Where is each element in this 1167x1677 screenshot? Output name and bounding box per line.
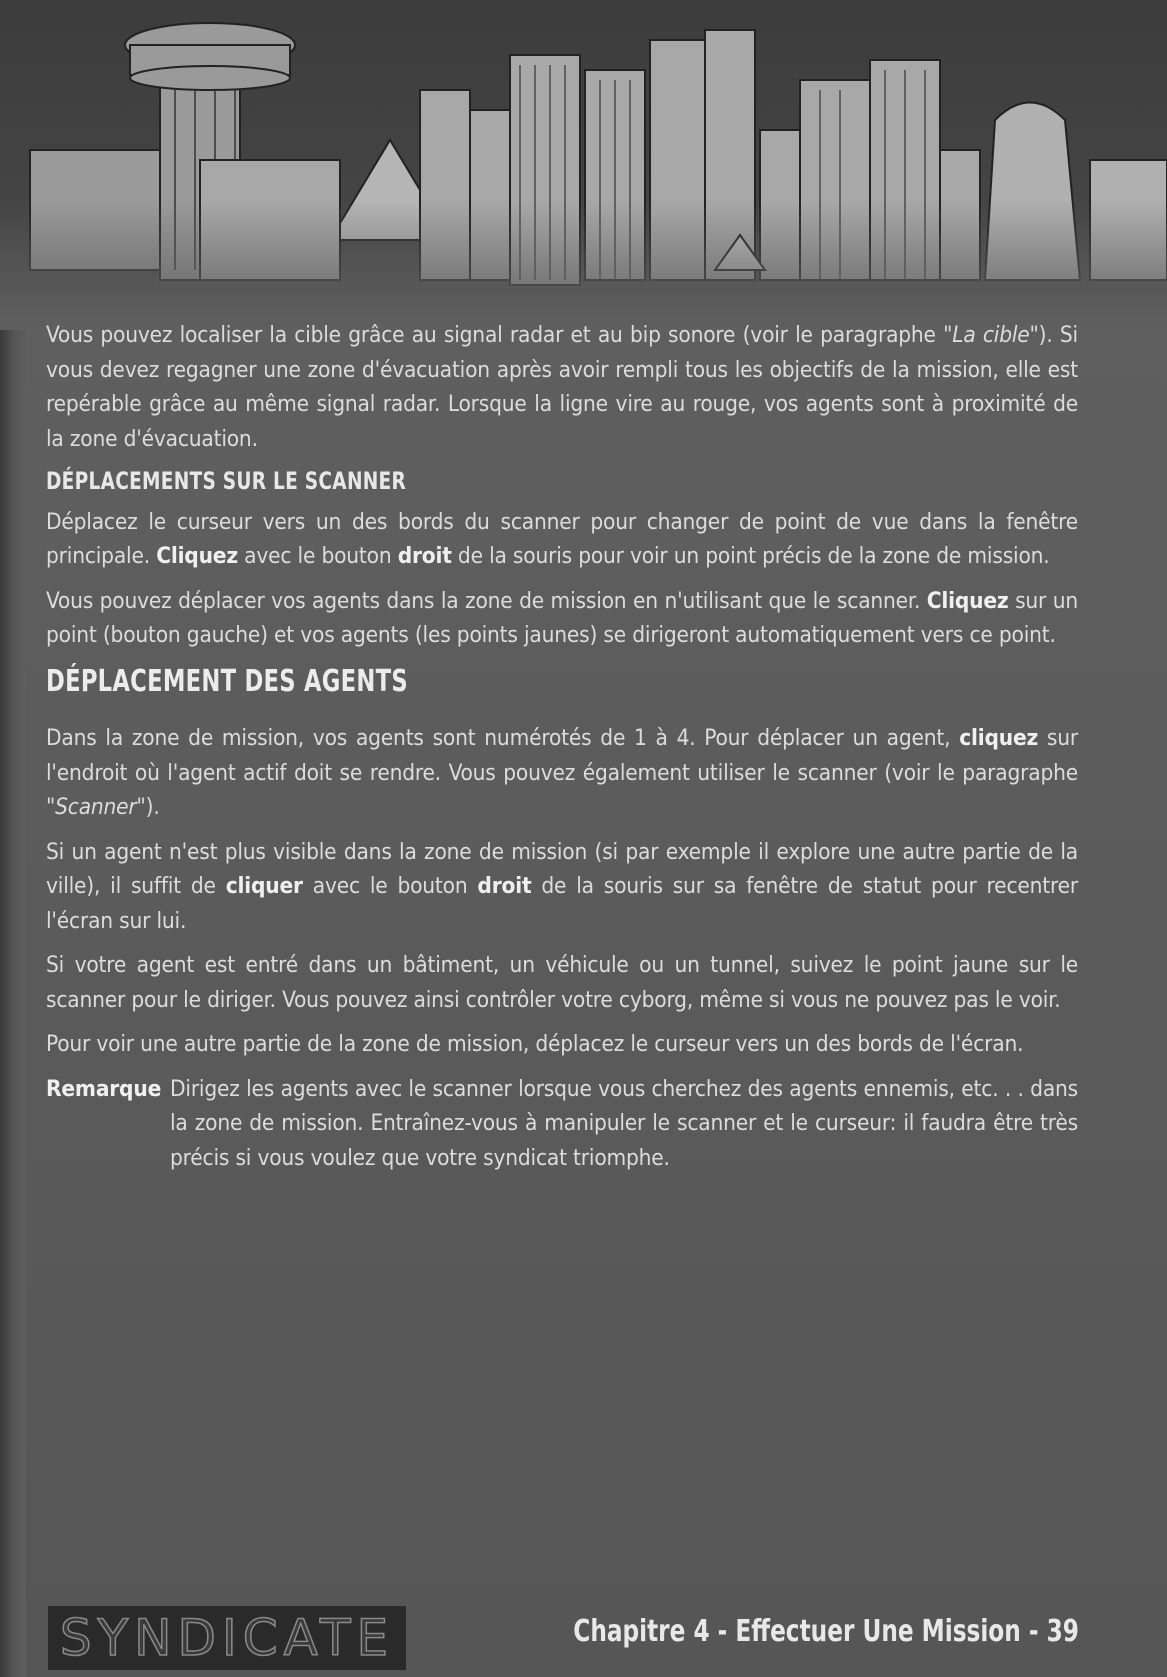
agents-paragraph-1 xyxy=(46,721,1078,825)
reference-link-text: Scanner xyxy=(55,794,137,820)
agents-paragraph-4: Pour voir une autre partie de la zone de mission, déplacez le curseur vers un des bords de l'écran. xyxy=(46,1031,1024,1057)
text: sur l'endroit où l'agent actif doit se rendre. Vous pouvez également utiliser le scanner (voir le paragraphe " xyxy=(46,725,1078,820)
logo-text: SYNDICATE xyxy=(59,1609,395,1667)
syndicate-logo xyxy=(48,1606,406,1670)
section-heading-scanner: DÉPLACEMENTS SUR LE SCANNER xyxy=(46,467,407,495)
keyword: cliquez xyxy=(959,725,1039,751)
reference-link-text: La cible xyxy=(952,322,1030,348)
text: de la souris sur sa fenêtre de statut pour recentrer l'écran sur lui. xyxy=(46,873,1078,934)
keyword: Cliquez xyxy=(156,543,238,569)
text: de la souris pour voir un point précis de la zone de mission. xyxy=(451,543,1050,569)
text: Vous pouvez localiser la cible grâce au signal radar et au bip sonore (voir le paragraphe " xyxy=(46,322,953,348)
text: avec le bouton xyxy=(237,543,398,569)
agents-paragraph-3: Si votre agent est entré dans un bâtiment, un véhicule ou un tunnel, suivez le point jaune sur le scanner pour le diriger. Vous pouvez ainsi contrôler votre cyborg, même si vous ne pouvez pas le voir. xyxy=(46,952,1078,1013)
text: avec le bouton xyxy=(302,873,478,899)
keyword: cliquer xyxy=(225,873,303,899)
keyword: Cliquez xyxy=(926,587,1009,614)
scanner-paragraph-2 xyxy=(46,584,1078,653)
text: Si un agent n'est plus visible dans la zone de mission (si par exemple il explore une autre partie de la ville), il suffit de xyxy=(46,838,1078,899)
section-heading-agents: DÉPLACEMENT DES AGENTS xyxy=(46,663,408,699)
text: sur un point (bouton gauche) et vos agents (les points jaunes) se dirigeront automatiquement vers ce point. xyxy=(46,587,1078,648)
keyword: droit xyxy=(397,543,452,569)
text: Déplacez le curseur vers un des bords du scanner pour changer de point de vue dans la fenêtre principale. xyxy=(46,508,1078,569)
chapter-footer: Chapitre 4 - Effectuer Une Mission - 39 xyxy=(573,1614,1079,1649)
text: "). xyxy=(136,794,160,820)
text: Vous pouvez déplacer vos agents dans la zone de mission en n'utilisant que le scanner. xyxy=(46,587,927,614)
remark-text: Dirigez les agents avec le scanner lorsque vous cherchez des agents ennemis, etc. . . dans la zone de mission. Entraînez-vous à manipuler le scanner et le curseur: il faudra être très précis si vous voulez que votre syndicat triomphe. xyxy=(170,1075,1078,1171)
remark-note xyxy=(46,1072,1078,1176)
text: "). Si vous devez regagner une zone d'évacuation après avoir rempli tous les objectifs de la mission, elle est repérable grâce au même signal radar. Lorsque la ligne vire au rouge, vos agents sont à proximité de la zone d'évacuation. xyxy=(46,322,1078,452)
scanner-paragraph-1 xyxy=(46,505,1078,574)
keyword: droit xyxy=(477,873,532,899)
city-skyline-illustration xyxy=(0,0,1167,330)
remark-label: Remarque xyxy=(46,1075,162,1102)
body-text xyxy=(46,318,1078,1175)
agents-paragraph-2 xyxy=(46,835,1078,939)
intro-paragraph xyxy=(46,318,1078,456)
text: Dans la zone de mission, vos agents sont numérotés de 1 à 4. Pour déplacer un agent, xyxy=(46,725,960,751)
